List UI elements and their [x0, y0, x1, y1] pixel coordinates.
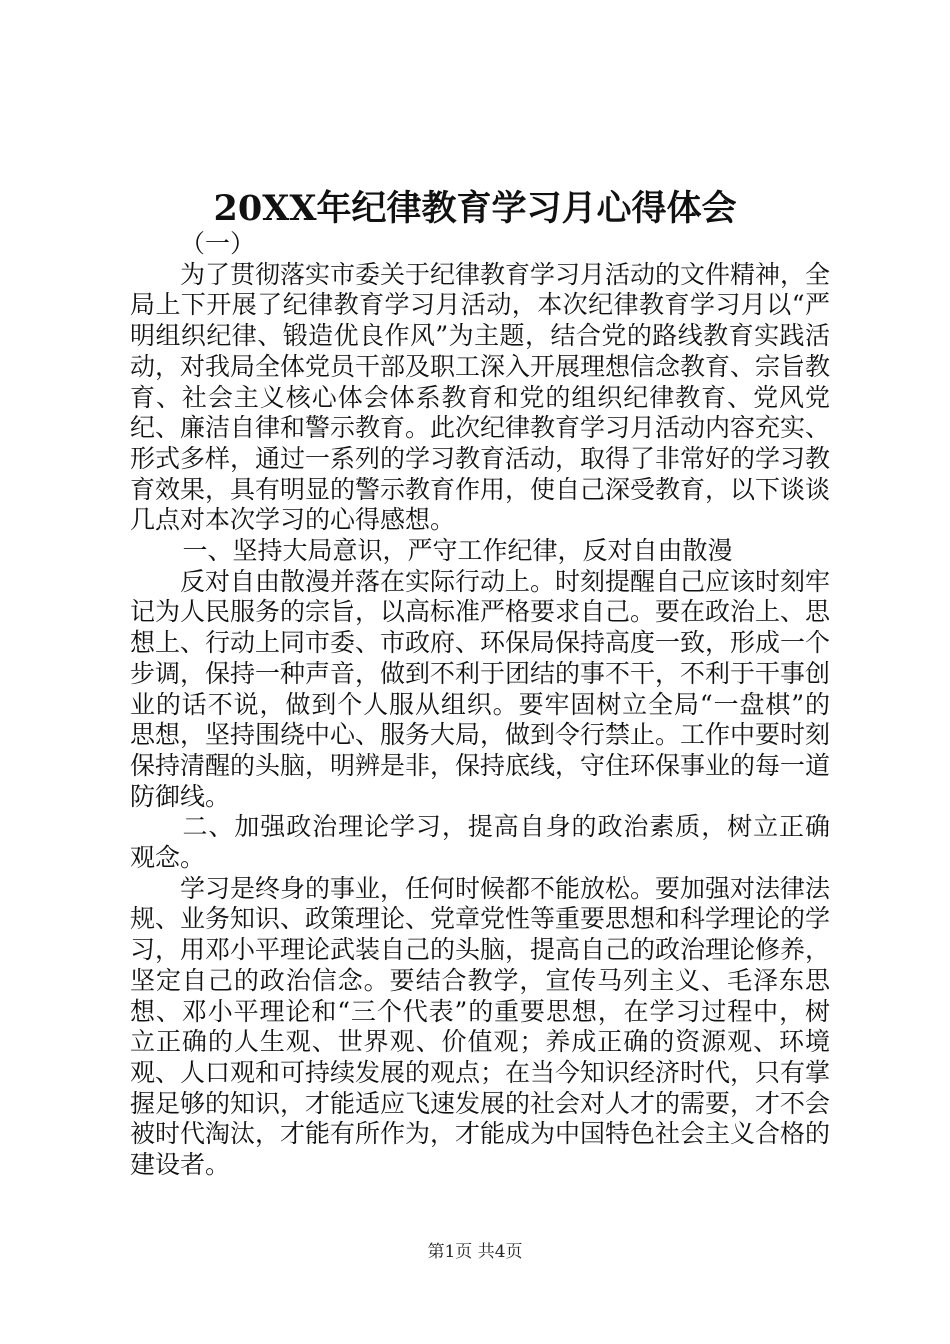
section-1-paragraph: 反对自由散漫并落在实际行动上。时刻提醒自己应该时刻牢记为人民服务的宗旨，以高标准严格要求自己。要在政治上、思想上、行动上同市委、市政府、环保局保持高度一致，形成一个步调，保持一种声音，做到不利于团结的事不干，不利于干事创业的话不说，做到个人服从组织。要牢固树立全局“一盘棋”的思想，坚持围绕中心、服务大局，做到令行禁止。工作中要时刻保持清醒的头脑，明辨是非，保持底线，守住环保事业的每一道防御线。	[130, 566, 831, 811]
section-heading-1: 一、坚持大局意识，严守工作纪律，反对自由散漫	[182, 536, 733, 566]
section-2-paragraph: 学习是终身的事业，任何时候都不能放松。要加强对法律法规、业务知识、政策理论、党章党性等重要思想和科学理论的学习，用邓小平理论武装自己的头脑，提高自己的政治理论修养，坚定自己的政治信念。要结合教学，宣传马列主义、毛泽东思想、邓小平理论和“三个代表”的重要思想，在学习过程中，树立正确的人生观、世界观、价值观；养成正确的资源观、环境观、人口观和可持续发展的观点；在当今知识经济时代，只有掌握足够的知识，才能适应飞速发展的社会对人才的需要，才不会被时代淘汰，才能有所作为，才能成为中国特色社会主义合格的建设者。	[130, 873, 831, 1180]
page-number-footer: 第1页 共4页	[427, 1242, 523, 1262]
section-label: （一）	[180, 229, 256, 258]
intro-paragraph: 为了贯彻落实市委关于纪律教育学习月活动的文件精神，全局上下开展了纪律教育学习月活动，本次纪律教育学习月以“严明组织纪律、锻造优良作风”为主题，结合党的路线教育实践活动，对我局全体党员干部及职工深入开展理想信念教育、宗旨教育、社会主义核心体会体系教育和党的组织纪律教育、党风党纪、廉洁自律和警示教育。此次纪律教育学习月活动内容充实、形式多样，通过一系列的学习教育活动，取得了非常好的学习教育效果，具有明显的警示教育作用，使自己深受教育，以下谈谈几点对本次学习的心得感想。	[130, 259, 831, 535]
document-body	[130, 229, 830, 1181]
document-title: 20XX年纪律教育学习月心得体会	[213, 188, 737, 229]
section-heading-2: 二、加强政治理论学习，提高自身的政治素质，树立正确观念。	[130, 812, 830, 873]
